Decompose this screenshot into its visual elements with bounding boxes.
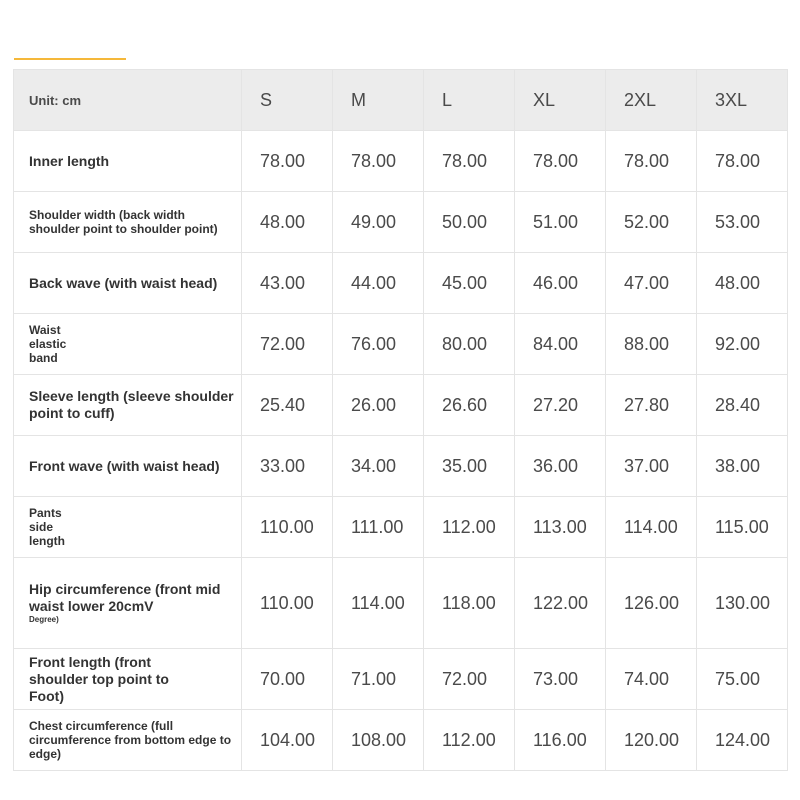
table-cell: 37.00 xyxy=(606,436,697,497)
table-row xyxy=(14,192,788,253)
row-label xyxy=(14,558,242,649)
table-cell: 51.00 xyxy=(515,192,606,253)
table-cell: 84.00 xyxy=(515,314,606,375)
table-cell: 118.00 xyxy=(424,558,515,649)
table-cell: 126.00 xyxy=(606,558,697,649)
table-row xyxy=(14,710,788,771)
table-row xyxy=(14,558,788,649)
table-cell: 75.00 xyxy=(697,649,788,710)
size-header-l: L xyxy=(424,70,515,131)
row-sublabel: Degree) xyxy=(29,615,59,624)
table-cell: 111.00 xyxy=(333,497,424,558)
table-cell: 26.00 xyxy=(333,375,424,436)
row-label: Front wave (with waist head) xyxy=(14,436,242,497)
table-cell: 110.00 xyxy=(242,558,333,649)
table-cell: 72.00 xyxy=(242,314,333,375)
size-header-2xl: 2XL xyxy=(606,70,697,131)
table-cell: 47.00 xyxy=(606,253,697,314)
size-header-m: M xyxy=(333,70,424,131)
table-row xyxy=(14,649,788,710)
table-cell: 71.00 xyxy=(333,649,424,710)
table-cell: 78.00 xyxy=(242,131,333,192)
size-header-xl: XL xyxy=(515,70,606,131)
table-cell: 114.00 xyxy=(333,558,424,649)
table-cell: 112.00 xyxy=(424,497,515,558)
table-cell: 27.80 xyxy=(606,375,697,436)
table-cell: 115.00 xyxy=(697,497,788,558)
table-cell: 26.60 xyxy=(424,375,515,436)
row-label: Back wave (with waist head) xyxy=(14,253,242,314)
table-cell: 104.00 xyxy=(242,710,333,771)
table-cell: 46.00 xyxy=(515,253,606,314)
table-cell: 49.00 xyxy=(333,192,424,253)
row-label: Chest circumference (full circumference from bottom edge to edge) xyxy=(14,710,242,771)
table-cell: 28.40 xyxy=(697,375,788,436)
table-cell: 48.00 xyxy=(697,253,788,314)
table-cell: 122.00 xyxy=(515,558,606,649)
table-row xyxy=(14,314,788,375)
table-cell: 92.00 xyxy=(697,314,788,375)
table-cell: 120.00 xyxy=(606,710,697,771)
table-cell: 38.00 xyxy=(697,436,788,497)
table-row xyxy=(14,253,788,314)
row-label: Front length (front shoulder top point to Foot) xyxy=(14,649,242,710)
table-cell: 78.00 xyxy=(424,131,515,192)
table-cell: 25.40 xyxy=(242,375,333,436)
table-cell: 114.00 xyxy=(606,497,697,558)
table-cell: 112.00 xyxy=(424,710,515,771)
row-label-text: Hip circumference (front mid waist lower 20cmV xyxy=(29,581,221,614)
table-cell: 76.00 xyxy=(333,314,424,375)
table-row xyxy=(14,131,788,192)
table-cell: 73.00 xyxy=(515,649,606,710)
table-cell: 43.00 xyxy=(242,253,333,314)
table-cell: 70.00 xyxy=(242,649,333,710)
table-cell: 45.00 xyxy=(424,253,515,314)
table-cell: 36.00 xyxy=(515,436,606,497)
table-cell: 88.00 xyxy=(606,314,697,375)
row-label: Pants side length xyxy=(14,497,242,558)
row-label: Shoulder width (back width shoulder point to shoulder point) xyxy=(14,192,242,253)
table-cell: 80.00 xyxy=(424,314,515,375)
table-cell: 113.00 xyxy=(515,497,606,558)
table-cell: 124.00 xyxy=(697,710,788,771)
accent-line xyxy=(14,58,126,60)
table-cell: 52.00 xyxy=(606,192,697,253)
row-label: Inner length xyxy=(14,131,242,192)
table-cell: 48.00 xyxy=(242,192,333,253)
table-cell: 78.00 xyxy=(697,131,788,192)
table-cell: 110.00 xyxy=(242,497,333,558)
table-cell: 78.00 xyxy=(333,131,424,192)
table-cell: 27.20 xyxy=(515,375,606,436)
table-cell: 33.00 xyxy=(242,436,333,497)
table-cell: 108.00 xyxy=(333,710,424,771)
table-cell: 78.00 xyxy=(515,131,606,192)
table-row xyxy=(14,375,788,436)
table-cell: 35.00 xyxy=(424,436,515,497)
row-label: Waist elastic band xyxy=(14,314,242,375)
size-header-s: S xyxy=(242,70,333,131)
size-header-3xl: 3XL xyxy=(697,70,788,131)
table-cell: 72.00 xyxy=(424,649,515,710)
table-cell: 34.00 xyxy=(333,436,424,497)
header-row xyxy=(14,70,788,131)
table-cell: 53.00 xyxy=(697,192,788,253)
table-cell: 44.00 xyxy=(333,253,424,314)
size-chart-table xyxy=(13,69,788,771)
table-cell: 116.00 xyxy=(515,710,606,771)
table-row xyxy=(14,497,788,558)
table-cell: 50.00 xyxy=(424,192,515,253)
table-cell: 130.00 xyxy=(697,558,788,649)
table-cell: 74.00 xyxy=(606,649,697,710)
row-label: Sleeve length (sleeve shoulder point to cuff) xyxy=(14,375,242,436)
table-cell: 78.00 xyxy=(606,131,697,192)
table-row xyxy=(14,436,788,497)
unit-label: Unit: cm xyxy=(14,70,242,131)
